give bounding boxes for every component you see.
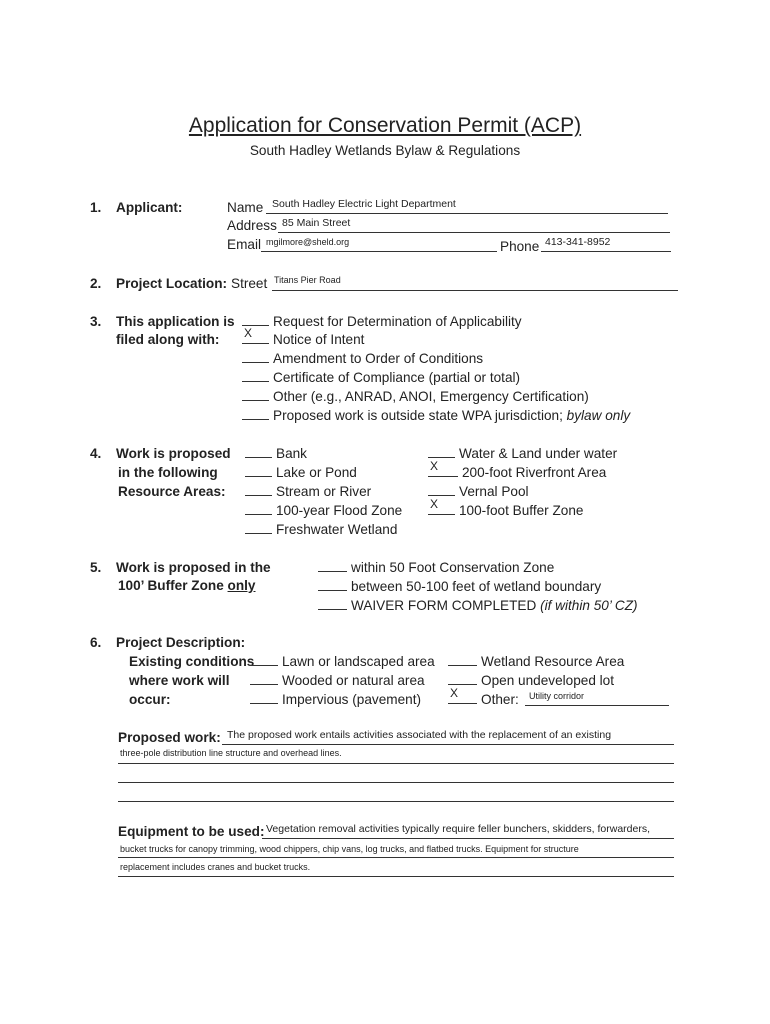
- proposed-underline: [118, 763, 674, 764]
- option-label: Stream or River: [276, 484, 372, 499]
- option-coc[interactable]: [242, 368, 520, 387]
- checkbox-blank[interactable]: [250, 653, 278, 666]
- option-amendment[interactable]: [242, 349, 483, 368]
- option-wooded[interactable]: [250, 671, 425, 690]
- email-label: Email: [227, 237, 261, 252]
- project-location-label: Project Location:: [116, 276, 228, 291]
- option-50ft[interactable]: [318, 558, 554, 577]
- option-freshwater[interactable]: [245, 520, 397, 539]
- option-impervious[interactable]: [250, 690, 421, 709]
- resource-areas-label: in the following: [118, 465, 218, 480]
- resource-areas-label: Resource Areas:: [118, 484, 226, 499]
- option-note: bylaw only: [566, 408, 631, 423]
- email-underline: [261, 251, 497, 252]
- checkbox-blank[interactable]: [242, 407, 269, 420]
- option-label: Request for Determination of Applicability: [273, 314, 522, 329]
- email-field[interactable]: mgilmore@sheld.org: [266, 237, 350, 247]
- equipment-label: Equipment to be used:: [118, 824, 265, 839]
- option-bank[interactable]: [245, 444, 307, 463]
- proposed-work-label: Proposed work:: [118, 730, 221, 745]
- section-number: 4.: [90, 446, 102, 461]
- option-water-land[interactable]: [428, 444, 617, 463]
- name-label: Name: [227, 200, 264, 215]
- page-title: Application for Conservation Permit (ACP): [188, 114, 582, 137]
- checkbox-blank[interactable]: [245, 483, 272, 496]
- option-outside-wpa[interactable]: [242, 406, 630, 425]
- option-rda[interactable]: [242, 312, 522, 331]
- option-riverfront[interactable]: [428, 459, 607, 482]
- equipment-underline: [118, 876, 674, 877]
- existing-conditions-label: where work will: [129, 673, 230, 688]
- application-label: This application is: [116, 314, 235, 329]
- buffer-zone-label: 100’ Buffer Zone only: [118, 578, 256, 593]
- resource-areas-label: Work is proposed: [116, 446, 231, 461]
- name-underline: [266, 213, 668, 214]
- address-underline: [278, 232, 670, 233]
- checkbox-blank[interactable]: [242, 369, 269, 382]
- checkbox-blank[interactable]: [242, 350, 269, 363]
- checkbox-blank[interactable]: X: [428, 464, 458, 477]
- section-number: 2.: [90, 276, 102, 291]
- option-label: Other:: [481, 692, 519, 707]
- other-underline: [525, 705, 669, 706]
- equipment-underline: [118, 857, 674, 858]
- option-open-lot[interactable]: [448, 671, 614, 690]
- option-50-100ft[interactable]: [318, 577, 601, 596]
- option-label: Proposed work is outside state WPA jurisdiction;: [273, 408, 563, 423]
- option-lawn[interactable]: [250, 652, 435, 671]
- option-label: Wooded or natural area: [282, 673, 425, 688]
- proposed-work-line[interactable]: The proposed work entails activities associated with the replacement of an existing: [227, 729, 612, 741]
- option-label: 200-foot Riverfront Area: [462, 465, 607, 480]
- street-underline: [272, 290, 678, 291]
- buffer-zone-label: Work is proposed in the: [116, 560, 271, 575]
- proposed-underline: [222, 744, 674, 745]
- option-label: Lawn or landscaped area: [282, 654, 435, 669]
- option-vernal-pool[interactable]: [428, 482, 529, 501]
- checkbox-blank[interactable]: [318, 578, 347, 591]
- option-label: Impervious (pavement): [282, 692, 422, 707]
- option-label: Lake or Pond: [276, 465, 357, 480]
- option-label: WAIVER FORM COMPLETED: [351, 598, 537, 613]
- checkbox-blank[interactable]: [250, 672, 278, 685]
- option-label: Certificate of Compliance (partial or total): [273, 370, 521, 385]
- option-label: Vernal Pool: [459, 484, 529, 499]
- checkbox-blank[interactable]: [245, 502, 272, 515]
- street-label: Street: [231, 276, 268, 291]
- option-label: Amendment to Order of Conditions: [273, 351, 484, 366]
- option-buffer-zone[interactable]: [428, 497, 584, 520]
- section-number: 6.: [90, 635, 102, 650]
- option-label: between 50-100 feet of wetland boundary: [351, 579, 602, 594]
- checkbox-blank[interactable]: [448, 653, 477, 666]
- proposed-underline: [118, 782, 674, 783]
- phone-field[interactable]: 413-341-8952: [545, 236, 611, 248]
- option-label: within 50 Foot Conservation Zone: [351, 560, 555, 575]
- checkbox-blank[interactable]: [318, 559, 347, 572]
- proposed-underline: [118, 801, 674, 802]
- street-field[interactable]: Titans Pier Road: [274, 275, 341, 285]
- applicant-label: Applicant:: [116, 200, 183, 215]
- option-label: 100-year Flood Zone: [276, 503, 403, 518]
- equipment-line[interactable]: Vegetation removal activities typically require feller bunchers, skidders, forwarders,: [266, 823, 651, 835]
- phone-underline: [541, 251, 671, 252]
- section-number: 5.: [90, 560, 102, 575]
- checkbox-blank[interactable]: X: [242, 331, 269, 344]
- page-subtitle: South Hadley Wetlands Bylaw & Regulations: [249, 143, 521, 158]
- option-label: Wetland Resource Area: [481, 654, 625, 669]
- other-condition-field[interactable]: Utility corridor: [529, 691, 585, 701]
- option-lake[interactable]: [245, 463, 357, 482]
- phone-label: Phone: [500, 239, 540, 254]
- option-label: Freshwater Wetland: [276, 522, 398, 537]
- option-waiver[interactable]: [318, 596, 638, 615]
- project-description-label: Project Description:: [116, 635, 246, 650]
- option-label: Open undeveloped lot: [481, 673, 615, 688]
- equipment-line[interactable]: bucket trucks for canopy trimming, wood chippers, chip vans, log trucks, and flatbed trucks. Equipment for structure: [120, 844, 579, 854]
- existing-conditions-label: Existing conditions: [129, 654, 255, 669]
- option-stream[interactable]: [245, 482, 371, 501]
- checkbox-blank[interactable]: [245, 521, 272, 534]
- address-label: Address: [227, 218, 277, 233]
- option-label: Other (e.g., ANRAD, ANOI, Emergency Certification): [273, 389, 589, 404]
- option-label: 100-foot Buffer Zone: [459, 503, 584, 518]
- checkbox-blank[interactable]: [242, 388, 269, 401]
- checkbox-blank[interactable]: [245, 464, 272, 477]
- option-label: Notice of Intent: [273, 332, 365, 347]
- option-noi[interactable]: [242, 326, 365, 349]
- option-other[interactable]: [242, 387, 589, 406]
- name-field[interactable]: South Hadley Electric Light Department: [272, 198, 456, 210]
- option-label: Bank: [276, 446, 307, 461]
- checkbox-blank[interactable]: [318, 597, 347, 610]
- option-note: (if within 50’ CZ): [540, 598, 638, 613]
- equipment-line[interactable]: replacement includes cranes and bucket trucks.: [120, 862, 311, 872]
- equipment-underline: [262, 838, 674, 839]
- address-field[interactable]: 85 Main Street: [282, 217, 351, 229]
- option-label: Water & Land under water: [459, 446, 618, 461]
- application-label: filed along with:: [116, 332, 220, 347]
- checkbox-blank[interactable]: X: [428, 502, 455, 515]
- section-number: 3.: [90, 314, 102, 329]
- existing-conditions-label: occur:: [129, 692, 171, 707]
- checkbox-blank[interactable]: [250, 691, 278, 704]
- option-flood-zone[interactable]: [245, 501, 402, 520]
- option-other-condition[interactable]: [448, 686, 519, 709]
- proposed-work-line[interactable]: three-pole distribution line structure and overhead lines.: [120, 748, 342, 758]
- option-wetland[interactable]: [448, 652, 624, 671]
- checkbox-blank[interactable]: [245, 445, 272, 458]
- checkbox-blank[interactable]: X: [448, 691, 477, 704]
- section-number: 1.: [90, 200, 102, 215]
